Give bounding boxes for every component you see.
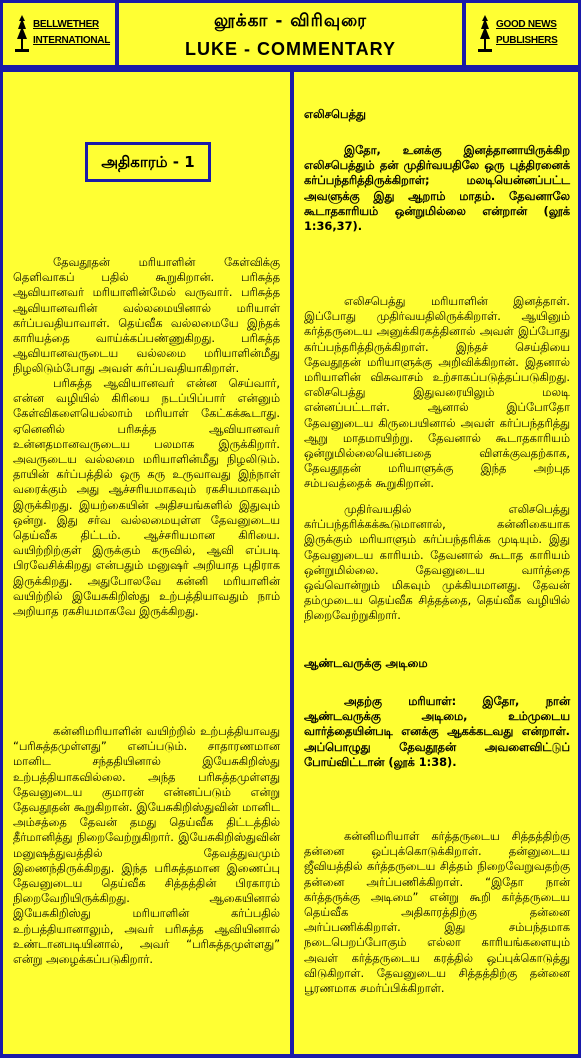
scripture-quote-2: அதற்கு மரியாள்: இதோ, நான் ஆண்டவருக்கு அடிமை, உம்முடைய வார்த்தையின்படி எனக்கு ஆகக்கடவது என்றாள். அப்பொழுது தேவதூதன் அவளைவிட்டுப் போய்விட்டான் (லூக் 1:38).	[304, 694, 570, 769]
section-heading-elizabeth: எலிசபெத்து	[304, 107, 367, 121]
left-logo-box	[3, 3, 115, 65]
section-heading-servant: ஆண்டவருக்கு அடிமை	[304, 656, 428, 670]
logo-line-1: BELLWETHER	[33, 19, 99, 30]
left-paragraph-3: கன்னிமரியாளின் வயிற்றில் உற்பத்தியாவது “பரிசுத்தமுள்ளது” எனப்படும். சாதாரணமான மானிட சந்ததியினால் இயேசுகிறிஸ்து உற்பத்தியாகவில்லை. அந்த பரிசுத்தமுள்ளது தேவனுடைய குமாரன் என்னப்படும் என்று தேவதூதன் கூறுகிறான். இயேசுகிறிஸ்துவின் மானிட அம்சத்தை தேவன் தமது தெய்வீக திட்டத்தில் தீர்மானித்து நிறைவேற்றுகிறார். இயேசுகிறிஸ்துவின் மனுஷத்துவத்தில் தேவத்துவமும் இணைந்திருக்கிறது. இந்த பரிசுத்தமான இணைப்பு தேவனுடைய தெய்வீக சித்தத்தின் பிரகாரம் நிறைவேறியிருக்கிறது. ஆகையினால் இயேசுகிறிஸ்து மரியாளின் கர்ப்பதில் உற்பத்தியானாலும், அவர் பரிசுத்த ஆவியினால் உண்டானபடியினால், அவர் “பரிசுத்தமுள்ளது” என்று அழைக்கப்படுகிறார்.	[13, 724, 280, 967]
title-english: LUKE - COMMENTARY	[185, 39, 396, 59]
chapter-label: அதிகாரம் - 1	[85, 142, 211, 182]
left-column	[3, 72, 290, 1054]
right-logo-box	[466, 3, 578, 65]
right-paragraph-3: கன்னிமரியாள் கர்த்தருடைய சித்தத்திற்கு தன்னை ஒப்புக்கொடுக்கிறாள். தன்னுடைய ஜீவியத்தில் கர்த்தருடைய சித்தம் நிறைவேறுவதற்கு தன்னை அர்ப்பணிக்கிறாள். “இதோ நான் கர்த்தருக்கு அடிமை” என்று கூறி கர்த்தருடைய தெய்வீக அதிகாரத்திற்கு தன்னை அர்ப்பணிக்கிறாள். இது சம்பந்தமாக நடைபெறப்போகும் எல்லா காரியங்களையும் அவள் கர்த்தருடைய கரத்தில் ஒப்புக்கொடுத்து விடுகிறாள். தேவனுடைய சித்தத்திற்கு தன்னை பூரணமாக சமர்ப்பிக்கிறாள்.	[304, 829, 570, 996]
good-news-logo-icon	[474, 13, 496, 53]
right-paragraph-2: முதிர்வயதில் எலிசபெத்து கர்ப்பந்தரிக்கக்கூடுமானால், கன்னிகையாக இருக்கும் மரியாளும் கர்ப்பந்தரிக்க முடியும். இது தேவனுடைய காரியம். தேவனால் கூடாத காரியம் ஒன்றுமில்லை. தேவனுடைய வார்த்தை ஒவ்வொன்றும் மிகவும் முக்கியமானது. தேவன் தம்முடைய தெய்வீக சித்தத்தை, தெய்வீக வழியில் நிறைவேற்றுகிறார்.	[304, 502, 570, 623]
good-news-logo	[474, 11, 570, 57]
good-news-logo-text	[496, 17, 576, 49]
logo-line-2: PUBLISHERS	[496, 35, 558, 46]
logo-line-1: GOOD NEWS	[496, 19, 557, 30]
title-box	[119, 3, 462, 65]
left-paragraph-2: பரிசுத்த ஆவியானவர் என்ன செய்வார், என்ன வழியில் கிரியை நடப்பிப்பார் என்னும் கேள்விகளையெல்லாம் மரியாள் கேட்கக்கூடாது. ஏனெனில் பரிசுத்த ஆவியானவர் உன்னதமானவருடைய பலமாக இருக்கிறார். அவருடைய வல்லமை மரியாளின்மீது நிழலிடும். தாயின் கர்ப்பத்தில் ஒரு கரு உருவாவது இந்நாள் வரைக்கும் அது ஆச்சரியமாகவும் ரகசியமாகவும் இருக்கிறது. இயற்கையின் அதிசயங்களில் இதுவும் ஒன்று. இது சர்வ வல்லமையுள்ள தேவனுடைய தெய்வீக திட்டம். ஆச்சரியமான கிரியை. வயிற்றிற்குள் இருக்கும் கருவில், ஆவி எப்படி பிரவேசிக்கிறது என்பதும் மனுஷர் அறியாத புதிராக இருக்கிறது. அதுபோலவே கன்னி மரியாளின் வயிற்றில் இயேசுகிறிஸ்து உற்பத்தியாவதும் நாம் அறியாத ரகசியமாகவே இருக்கிறது.	[13, 376, 280, 619]
scripture-quote-1: இதோ, உனக்கு இனத்தானாயிருக்கிற எலிசபெத்தும் தன் முதிர்வயதிலே ஒரு புத்திரனைக் கர்ப்பந்தரித்திருக்கிறாள்; மலடியென்னப்பட்ட அவளுக்கு இது ஆறாம் மாதம். தேவனாலே கூடாதகாரியம் ஒன்றுமில்லை என்றான் (லூக் 1:36,37).	[304, 143, 570, 234]
right-paragraph-1: எலிசபெத்து மரியாளின் இனத்தாள். இப்போது முதிர்வயதிலிருக்கிறாள். ஆயினும் கர்த்தருடைய அனுக்கிரகத்தினால் அவள் இப்போது கர்ப்பந்தரித்திருக்கிறாள். இந்தச் செய்தியை தேவதூதன் மரியாளுக்கு அறிவிக்கிறான். இதனால் மரியாளின் விசுவாசம் உற்சாகப்படுத்தப்படுகிறது. எலிசபெத்து இதுவரையிலும் மலடி என்னப்பட்டாள். ஆனால் இப்போதோ தேவனுடைய கிருபையினால் அவள் கர்ப்பந்தரித்து ஆறு மாதமாயிற்று. தேவனால் கூடாதகாரியம் ஒன்றுமில்லையென்பதை விளக்குவதற்காக, தேவதூதன் மரியாளுக்கு இந்த அற்புத சம்பவத்தைக் கூறுகிறான்.	[304, 294, 570, 491]
left-paragraph-1: தேவதூதன் மரியாளின் கேள்விக்கு தெளிவாகப் பதில் கூறுகிறான். பரிசுத்த ஆவியானவர் மரியாளின்மேல் வருவார். பரிசுத்த ஆவியானவரின் வல்லமையினால் மரியாள் கர்ப்பவதியாவாள். தெய்வீக வல்லமையே இந்தக் காரியத்தை வாய்க்கப்பண்ணுகிறது. பரிசுத்த ஆவியானவருடைய வல்லமை மரியாளின்மீது நிழலிடும்போது அவள் கர்ப்பவதியாகிறாள்.	[13, 255, 280, 376]
bellwether-logo	[11, 11, 111, 57]
bellwether-logo-text	[33, 17, 113, 49]
title-tamil: லூக்கா - விரிவுரை	[213, 11, 368, 31]
bellwether-logo-icon	[11, 13, 33, 53]
page-header	[0, 0, 581, 68]
logo-line-2: INTERNATIONAL	[33, 35, 111, 46]
right-column	[294, 72, 578, 1054]
